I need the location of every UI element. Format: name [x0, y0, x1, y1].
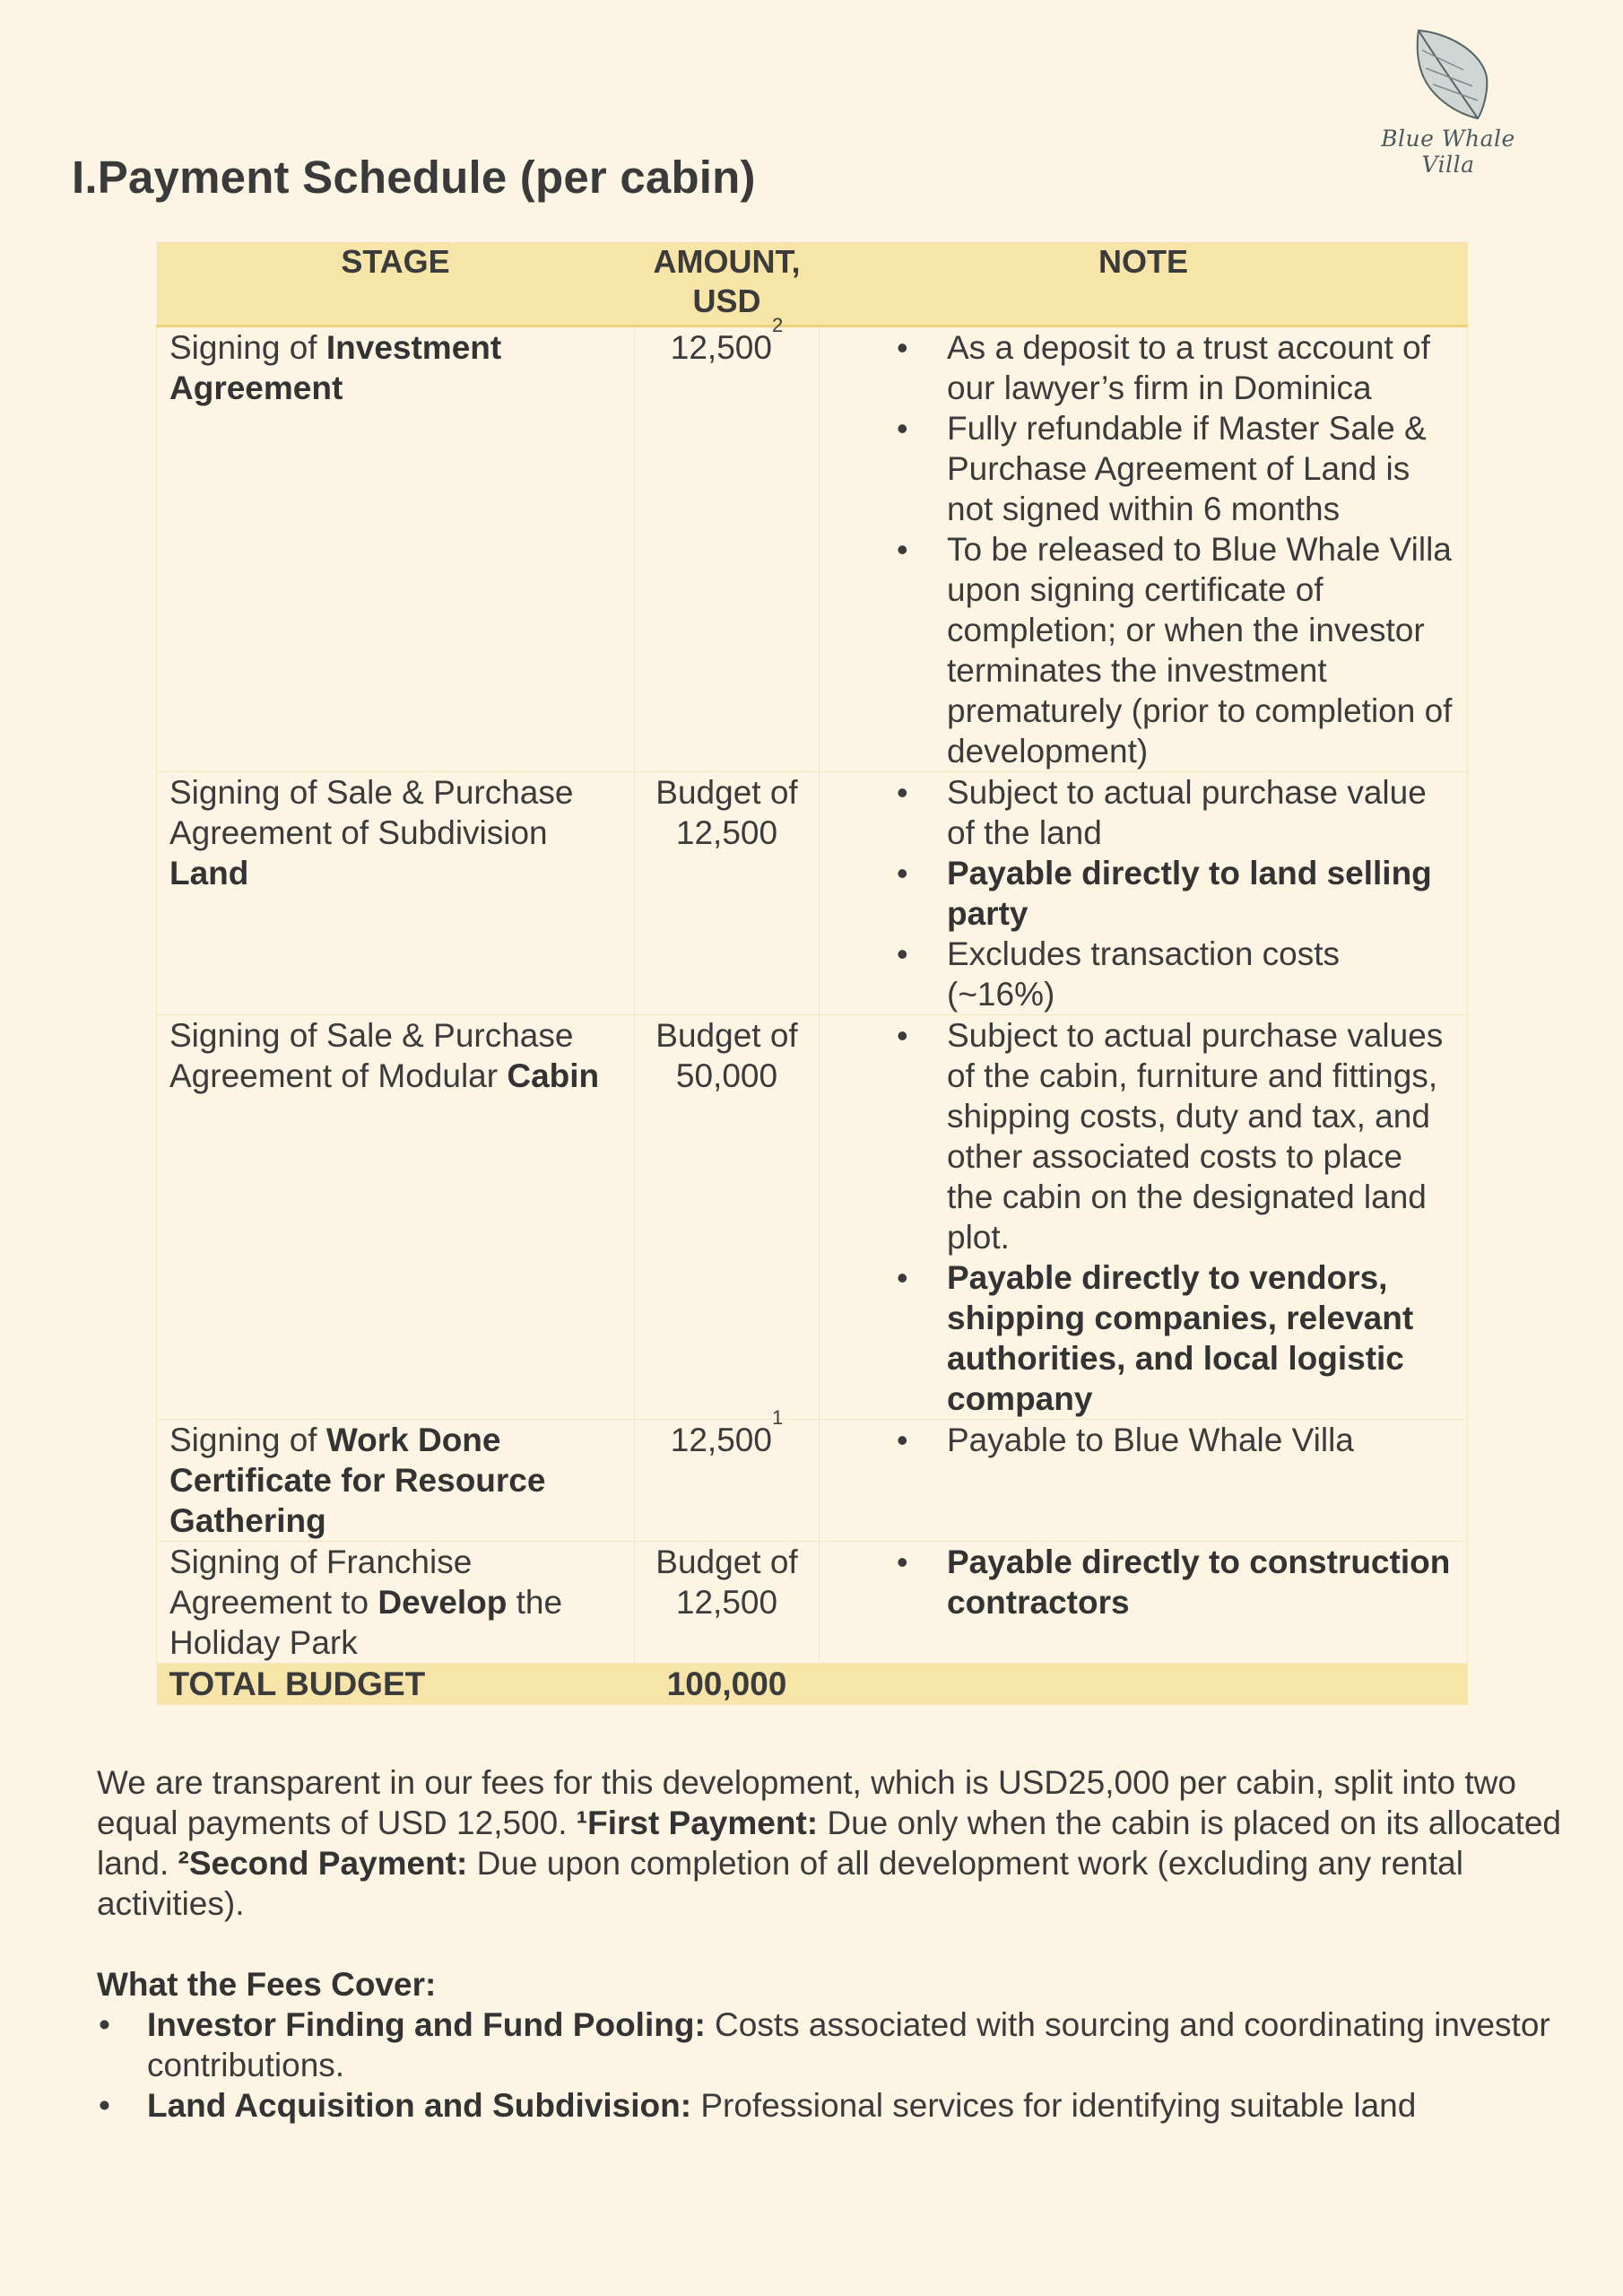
list-item: • As a deposit to a trust account of our lawyer’s firm in Dominica: [947, 327, 1454, 408]
list-item: • Subject to actual purchase value of the land: [947, 772, 1454, 853]
footnote-marker: 1: [771, 1406, 784, 1429]
list-item: • To be released to Blue Whale Villa upon signing certificate of completion; or when the investor terminates the investment prematurely (prior to completion of development): [947, 529, 1454, 771]
fees-cover-title: What the Fees Cover:: [97, 1966, 437, 2003]
stage-cell: Signing of Franchise Agreement to Develop the Holiday Park: [157, 1542, 635, 1664]
list-item: • Investor Finding and Fund Pooling: Costs associated with sourcing and coordinating investor contributions.: [147, 2005, 1585, 2085]
total-amount: 100,000: [635, 1664, 820, 1706]
fees-cover-section: [97, 1964, 1585, 2126]
note-cell: [820, 1015, 1468, 1420]
amount-cell: 12,500$^2$: [635, 326, 820, 772]
list-item: • Payable to Blue Whale Villa: [947, 1420, 1454, 1460]
amount-cell: Budget of 12,500: [635, 772, 820, 1015]
brand-text: Blue Whale Villa: [1381, 126, 1515, 178]
table-row: [157, 772, 1468, 1015]
list-item: • Excludes transaction costs (~16%): [947, 934, 1454, 1014]
payment-schedule-table: [156, 242, 1468, 1705]
header-note: NOTE: [820, 242, 1468, 326]
brand-logo: [1372, 20, 1524, 178]
page-title: I.Payment Schedule (per cabin): [72, 152, 756, 203]
table-row: [157, 1015, 1468, 1420]
stage-cell: Signing of Sale & Purchase Agreement of Modular Cabin: [157, 1015, 635, 1420]
list-item: • Payable directly to vendors, shipping companies, relevant authorities, and local logistic company: [947, 1257, 1454, 1419]
leaf-icon: [1410, 23, 1490, 122]
list-item: • Fully refundable if Master Sale & Purchase Agreement of Land is not signed within 6 months: [947, 408, 1454, 529]
amount-cell: Budget of 50,000: [635, 1015, 820, 1420]
total-label: TOTAL BUDGET: [157, 1664, 635, 1706]
note-cell: [820, 1542, 1468, 1664]
list-item: • Payable directly to construction contractors: [947, 1542, 1454, 1622]
stage-cell: Signing of Work Done Certificate for Resource Gathering: [157, 1420, 635, 1542]
header-stage: STAGE: [157, 242, 635, 326]
list-item: • Payable directly to land selling party: [947, 853, 1454, 934]
list-item: • Land Acquisition and Subdivision: Professional services for identifying suitable land: [147, 2085, 1585, 2126]
header-amount: AMOUNT, USD: [635, 242, 820, 326]
amount-cell: 12,500$^1$: [635, 1420, 820, 1542]
total-row: [157, 1664, 1468, 1706]
list-item: • Subject to actual purchase values of the cabin, furniture and fittings, shipping costs, duty and tax, and other associated costs to place the cabin on the designated land plot.: [947, 1015, 1454, 1257]
fees-paragraph: We are transparent in our fees for this development, which is USD25,000 per cabin, split into two equal payments of USD 12,500. ¹First Payment: Due only when the cabin is placed on its allocated land. ²Second Payment: Due upon completion of all development work (excluding any rental activities).: [97, 1764, 1562, 1922]
note-cell: [820, 1420, 1468, 1542]
footnote-marker: 2: [771, 314, 784, 336]
table-header-row: [157, 242, 1468, 326]
stage-cell: Signing of Sale & Purchase Agreement of Subdivision Land: [157, 772, 635, 1015]
note-cell: [820, 772, 1468, 1015]
note-cell: [820, 326, 1468, 772]
table-row: [157, 1542, 1468, 1664]
table-row: [157, 326, 1468, 772]
amount-cell: Budget of 12,500: [635, 1542, 820, 1664]
table-row: [157, 1420, 1468, 1542]
stage-cell: Signing of Investment Agreement: [157, 326, 635, 772]
